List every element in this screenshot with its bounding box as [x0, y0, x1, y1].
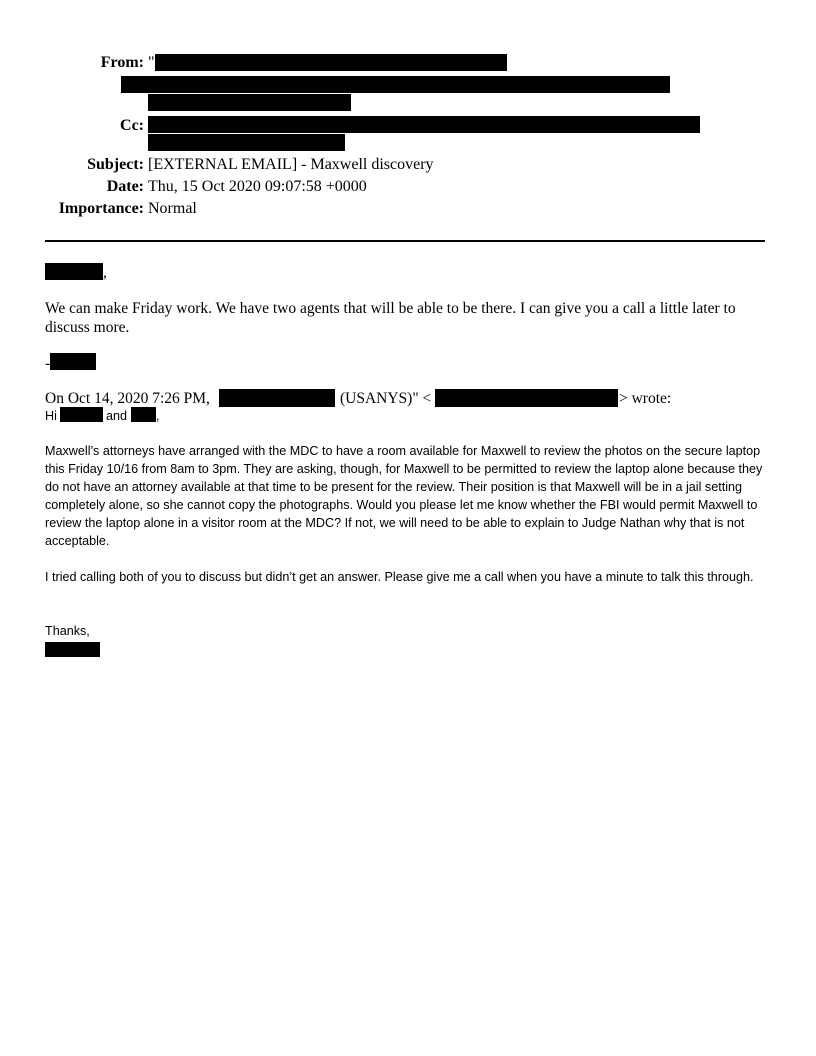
header-divider [45, 240, 765, 242]
redaction-recipient-1 [60, 407, 103, 422]
quoted-intro-suffix: > wrote: [619, 390, 672, 407]
importance-label: Importance: [58, 200, 144, 217]
from-quote: " [148, 54, 155, 71]
signature-dash: - [45, 355, 51, 372]
subject-value: [EXTERNAL EMAIL] - Maxwell discovery [148, 156, 434, 173]
subject-label: Subject: [87, 156, 144, 173]
quoted-closing: Thanks, [45, 624, 90, 638]
greeting-comma: , [103, 264, 107, 281]
quoted-intro-mid: (USANYS)" < [340, 390, 432, 407]
quoted-intro-prefix: On Oct 14, 2020 7:26 PM, [45, 390, 210, 407]
from-label: From: [100, 54, 144, 71]
redaction-signature [50, 353, 96, 370]
quoted-greeting-hi: Hi [45, 409, 57, 423]
redaction-cc [148, 116, 700, 133]
redaction-cc-2 [148, 134, 345, 151]
redaction-sender-email [435, 389, 618, 407]
quoted-paragraph-2: I tried calling both of you to discuss but didn’t get an answer. Please give me a call when you have a minute to talk this through. [45, 570, 754, 584]
quoted-greeting-comma: , [156, 409, 160, 423]
importance-value: Normal [148, 200, 197, 217]
date-label: Date: [106, 178, 144, 195]
redaction-sender-name [219, 389, 335, 407]
redaction-from-address [121, 76, 670, 93]
date-value: Thu, 15 Oct 2020 09:07:58 +0000 [148, 178, 367, 195]
redaction-recipient-2 [131, 407, 156, 422]
cc-label: Cc: [120, 117, 144, 134]
redaction-from-name [155, 54, 507, 71]
redaction-from-address-2 [148, 94, 351, 111]
quoted-greeting-and: and [106, 409, 128, 423]
reply-body: We can make Friday work. We have two agents that will be able to be there. I can give you a call a little later to discuss more. [45, 300, 736, 336]
redaction-closing-name [45, 642, 100, 657]
redaction-greeting-name [45, 263, 103, 280]
quoted-paragraph-1: Maxwell’s attorneys have arranged with the MDC to have a room available for Maxwell to review the photos on the secure laptop this Friday 10/16 from 8am to 3pm. They are asking, though, for Maxwell to be permitted to review the laptop alone because they do not have an attorney available at that time to be present for the review. Their position is that Maxwell will be in a jail setting completely alone, so she cannot copy the photographs. Would you please let me know whether the FBI would permit Maxwell to review the laptop alone in a visitor room at the MDC? If not, we will need to be able to explain to Judge Nathan why that is not acceptable. [45, 444, 763, 548]
